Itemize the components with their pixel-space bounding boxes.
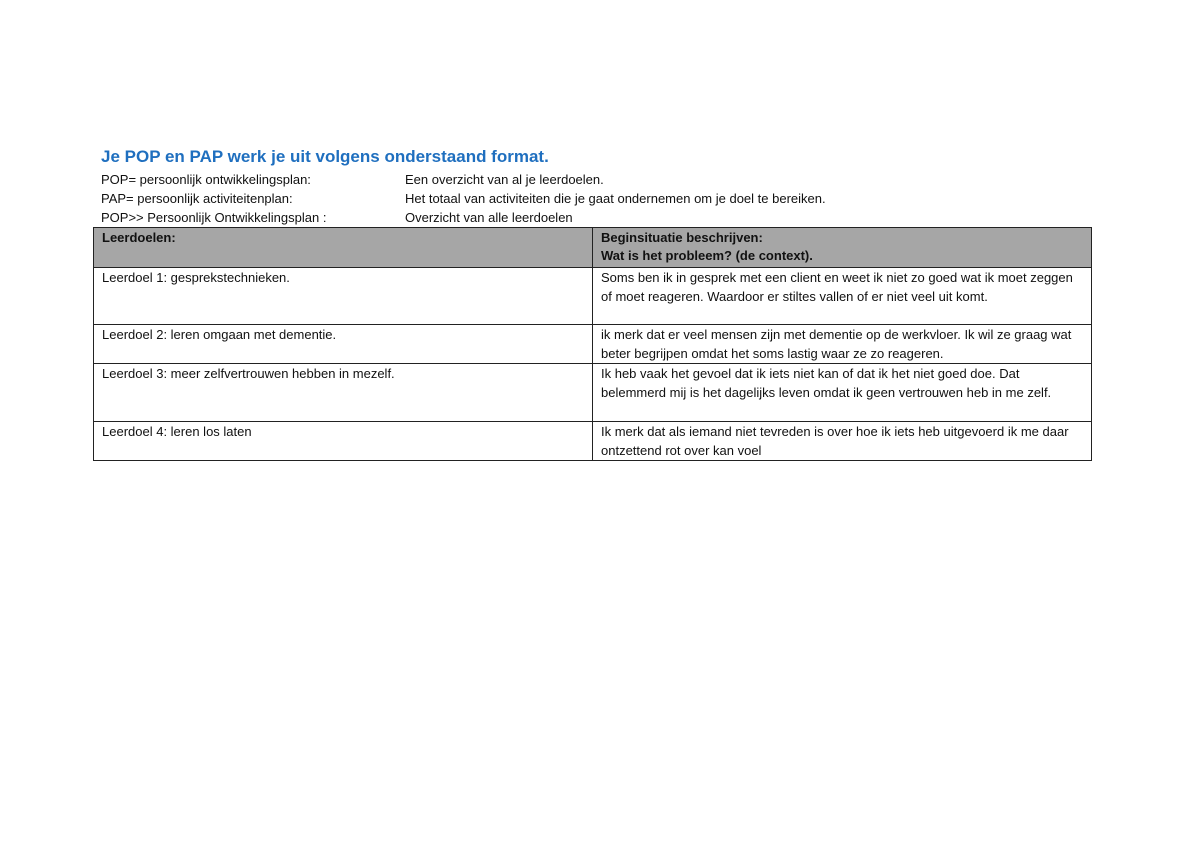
table-row (94, 268, 1092, 325)
table-header-row (94, 228, 1092, 268)
page-title: Je POP en PAP werk je uit volgens onderstaand format. (101, 147, 549, 166)
goal-cell: Leerdoel 2: leren omgaan met dementie. (94, 325, 593, 364)
definition-description: Overzicht van alle leerdoelen (405, 210, 573, 225)
situation-cell: Ik heb vaak het gevoel dat ik iets niet kan of dat ik het niet goed doe. Dat belemmerd mij is het dagelijks leven omdat ik geen vertrouwen heb in me zelf. (593, 364, 1092, 422)
header-situation-line2: Wat is het probleem? (de context). (601, 248, 813, 263)
goal-cell: Leerdoel 3: meer zelfvertrouwen hebben in mezelf. (94, 364, 593, 422)
definition-term: POP= persoonlijk ontwikkelingsplan: (101, 172, 311, 187)
goal-cell: Leerdoel 1: gesprekstechnieken. (94, 268, 593, 325)
situation-cell: Soms ben ik in gesprek met een client en weet ik niet zo goed wat ik moet zeggen of moet reageren. Waardoor er stiltes vallen of er niet veel uit komt. (593, 268, 1092, 325)
header-situation (593, 228, 1092, 268)
table-row (94, 422, 1092, 461)
goal-cell: Leerdoel 4: leren los laten (94, 422, 593, 461)
situation-cell: ik merk dat er veel mensen zijn met dementie op de werkvloer. Ik wil ze graag wat beter begrijpen omdat het soms lastig waar ze zo reageren. (593, 325, 1092, 364)
situation-cell: Ik merk dat als iemand niet tevreden is over hoe ik iets heb uitgevoerd ik me daar ontzettend rot over kan voel (593, 422, 1092, 461)
definition-description: Een overzicht van al je leerdoelen. (405, 172, 604, 187)
header-goals: Leerdoelen: (94, 228, 593, 268)
definition-term: PAP= persoonlijk activiteitenplan: (101, 191, 293, 206)
definition-description: Het totaal van activiteiten die je gaat ondernemen om je doel te bereiken. (405, 191, 826, 206)
definition-term: POP>> Persoonlijk Ontwikkelingsplan : (101, 210, 327, 225)
learning-goals-table (93, 227, 1092, 461)
header-situation-line1: Beginsituatie beschrijven: (601, 230, 763, 245)
table-row (94, 325, 1092, 364)
table-row (94, 364, 1092, 422)
